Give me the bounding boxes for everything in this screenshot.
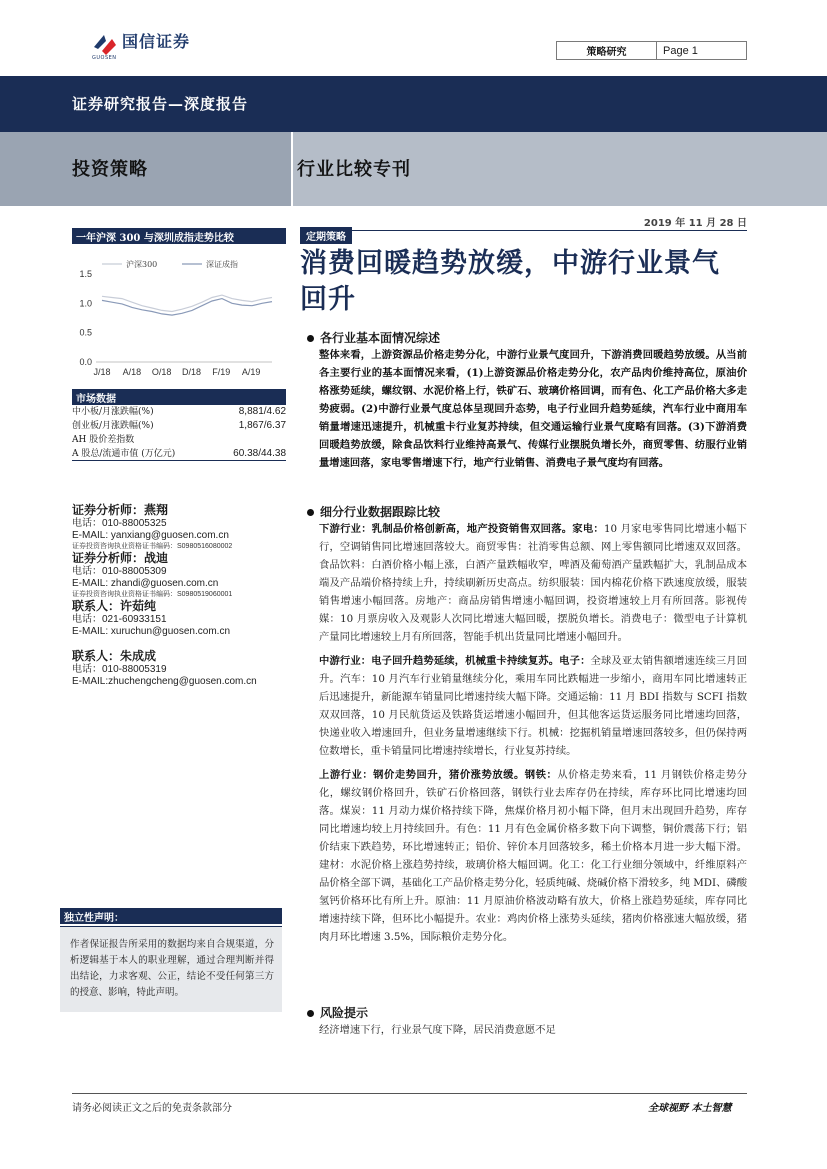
declaration-section [60, 908, 282, 924]
band-divider [291, 132, 293, 206]
contact-phone: 电话：010-88005319 [72, 664, 167, 675]
series-label: 行业比较专刊 [297, 159, 411, 180]
analyst-phone: 电话：010-88005325 [72, 518, 167, 529]
x-tick-label: A/18 [122, 367, 142, 377]
section-heading [307, 1005, 747, 1021]
analyst-email[interactable]: E-MAIL: zhandi@guosen.com.cn [72, 578, 219, 589]
market-row [72, 405, 286, 419]
analyst-license: 证券投资咨询执业资格证书编码：S0980519060001 [72, 591, 233, 598]
market-row [72, 447, 286, 461]
paragraph [319, 652, 747, 760]
logo-cn: 国信证券 [122, 32, 191, 51]
section-tracking [307, 504, 747, 946]
market-row [72, 433, 286, 447]
contact-email[interactable]: E-MAIL: xuruchun@guosen.com.cn [72, 626, 231, 637]
section-risk [307, 1005, 747, 1039]
market-data-section [72, 389, 286, 405]
bullet-icon [307, 1010, 314, 1017]
analyst-name: 证券分析师：燕翔 [72, 503, 169, 517]
x-tick-label: D/18 [181, 367, 201, 377]
analyst-phone: 电话：010-88005309 [72, 566, 167, 577]
paragraph-bold: 下游行业：乳制品价格创新高，地产投资销售双回落。家电： [319, 523, 604, 535]
paragraph [319, 766, 747, 946]
bullet-icon [307, 509, 314, 516]
paragraph [319, 520, 747, 646]
article-label: 定期策略 [300, 227, 352, 244]
contacts [72, 503, 286, 688]
x-tick-label: A/19 [241, 367, 261, 377]
market-row-label: 创业板/月涨跌幅(%) [72, 421, 154, 431]
y-tick-label: 1.0 [79, 298, 92, 309]
index-comparison-chart [72, 246, 286, 386]
chart-section [72, 228, 286, 244]
y-tick-label: 0.0 [79, 357, 92, 367]
x-tick-label: J/18 [93, 367, 111, 377]
footer-disclaimer: 请务必阅读正文之后的免责条款部分 [72, 1103, 232, 1114]
contact-name: 联系人：许茹纯 [72, 599, 157, 613]
logo-en: GUOSEN [92, 55, 117, 61]
report-band-title: 证券研究报告—深度报告 [72, 95, 249, 113]
y-tick-label: 1.5 [79, 269, 92, 279]
y-tick-label: 0.5 [79, 327, 92, 338]
market-data-title: 市场数据 [72, 389, 286, 405]
page-number: Page 1 [663, 44, 698, 57]
contact-email[interactable]: E-MAIL:zhuchengcheng@guosen.com.cn [72, 676, 257, 687]
declaration-title: 独立性声明： [60, 908, 282, 924]
paragraph-text: 10 月家电零售同比增速小幅下行，空调销售同比增速回落较大。商贸零售：社消零售总额、网上零售额同比增速双双回落。食品饮料：白酒价格小幅上涨，白酒产量跌幅收窄，啤酒及葡萄酒产量跌幅扩大，乳制品成本端及产品端价格持续上升，持续刷新历史高点。纺织服装：国内棉花价格下跌速度放缓，服装销售增速小幅回落。房地产：商品房销售增速小幅回调，投资增速较上月有所回落。影视传媒：10 月票房收入及观影人次同比增速大幅回暖，摆脱负增长。消费电子：微型电子计算机产量同比增速较上月有所回落，智能手机出货量同比增速小幅回升。 [319, 523, 748, 643]
market-row-value: 8,881/4.62 [238, 406, 286, 417]
x-tick-label: F/19 [212, 367, 231, 377]
x-tick-label: O/18 [151, 367, 172, 377]
paragraph [319, 1021, 747, 1039]
section-heading-text: 细分行业数据跟踪比较 [320, 505, 441, 519]
footer-slogan: 全球视野 本土智慧 [648, 1103, 732, 1114]
report-type: 策略研究 [557, 42, 657, 59]
contact-phone: 电话：021-60933151 [72, 614, 167, 625]
paragraph-bold: 中游行业：电子回升趋势延续，机械重卡持续复苏。电子： [319, 655, 591, 667]
market-row-label: 中小板/月涨跌幅(%) [72, 407, 154, 417]
analyst-name: 证券分析师：战迪 [72, 551, 169, 565]
section-heading [307, 504, 747, 520]
section-overview [307, 330, 747, 472]
declaration-text: 作者保证报告所采用的数据均来自合规渠道，分析逻辑基于本人的职业理解，通过合理判断并得出结论，力求客观、公正，结论不受任何第三方的授意、影响，特此声明。 [60, 926, 282, 1012]
contact-name: 联系人：朱成成 [72, 649, 157, 663]
analyst-license: 证券投资咨询执业资格证书编码：S0980516080002 [72, 543, 233, 550]
market-row-value: 1,867/6.37 [238, 420, 286, 431]
analyst-email[interactable]: E-MAIL: yanxiang@guosen.com.cn [72, 530, 229, 541]
bullet-icon [307, 335, 314, 342]
market-row-label: A 股总/流通市值 (万亿元) [72, 449, 176, 459]
paragraph-text: 从价格走势来看，11 月钢铁价格走势分化，螺纹钢价格回升，铁矿石价格回落，钢铁行业去库存仍在持续，库存环比同比增速均回落。煤炭：11 月动力煤价格持续下降，焦煤价格月初小幅下降，但月末出现回升趋势，库存同比增速均较上月持续回升。有色：11 月有色金属价格多数下向下调整，铜价震荡下行；铝价结束下跌趋势，环比增速转正；铅价、锌价本月回落较多，稀土价格本月进一步大幅下滑。建材：水泥价格上涨趋势持续，玻璃价格大幅回调。化工：化工行业细分领域中，纤维原料产品价格全部下调，基础化工产品价格走势分化，轻质纯碱、烧碱价格下滑较多，纯 MDI、磷酸氢钙价格环比有所上升。原油：11 月原油价格波动略有放大，价格上涨趋势延续，库存同比增速持续下降，但环比小幅提升。农业：鸡肉价格上涨势头延续，猪肉价格涨速大幅放缓，猪肉月环比增速 3.5%，国际粮价走势分化。 [319, 769, 748, 943]
chart-section-title: 一年沪深 300 与深圳成指走势比较 [72, 228, 286, 244]
paragraph-bold: 上游行业：钢价走势回升，猪价涨势放缓。钢铁： [319, 769, 558, 781]
paragraph [319, 346, 747, 472]
section-heading [307, 330, 747, 346]
section-heading-text: 风险提示 [320, 1006, 369, 1020]
market-row-value: 60.38/44.38 [233, 448, 286, 459]
series-line [102, 295, 272, 311]
market-row-label: AH 股价差指数 [72, 435, 135, 445]
logo-mark-icon [92, 33, 118, 61]
category-label: 投资策略 [72, 159, 148, 180]
legend-label: 沪深300 [126, 260, 158, 269]
report-date: 2019 年 11 月 28 日 [300, 214, 747, 231]
paragraph-bold: 整体来看，上游资源品价格走势分化，中游行业景气度回升，下游消费回暖趋势放缓。从当前各主要行业的基本面情况来看，(1)上游资源品价格走势分化，农产品肉价维持高位，原油价格涨势延续，螺纹钢、水泥价格上行，铁矿石、玻璃价格回调，而有色、化工产品价格大多走势疲弱。(2)中游行业景气度总体呈现回升态势，电子行业回升趋势延续，汽车行业中商用车销量增速迅速提升，机械重卡行业复苏持续，但交通运输行业景气度略有回落。(3)下游消费回暖趋势放缓，除食品饮料行业维持高景气、传媒行业摆脱负增长外，商贸零售、纺服行业销量增速回落，家电零售增速下行，地产行业销售、消费电子景气度均有回落。 [319, 349, 747, 469]
section-heading-text: 各行业基本面情况综述 [320, 331, 441, 345]
article-title: 消费回暖趋势放缓，中游行业景气回升 [300, 248, 720, 315]
paragraph-text: 经济增速下行，行业景气度下降，居民消费意愿不足 [319, 1024, 556, 1036]
company-logo [92, 32, 191, 61]
paragraph-text: 全球及亚太销售额增速连续三月回升。汽车：10 月汽车行业销量继续分化，乘用车同比跌幅进一步缩小，商用车同比增速转正后迅速提升，新能源车销量同比增速持续大幅下降。交通运输：11 月 BDI 指数与 SCFI 指数双双回落，10 月民航货运及铁路货运增速小幅回升，但其他客运货运服务同比增速均回落，快递业收入增速回升，但业务量增速继续下行。机械：挖掘机销量增速回落较多，但仍保持两位数增长，重卡销量同比增速持续增长，行业复苏持续。 [319, 655, 748, 757]
footer-divider [72, 1093, 747, 1094]
market-data-table [72, 405, 286, 461]
report-tag-box [556, 41, 747, 60]
market-row [72, 419, 286, 433]
legend-label: 深证成指 [206, 260, 238, 269]
